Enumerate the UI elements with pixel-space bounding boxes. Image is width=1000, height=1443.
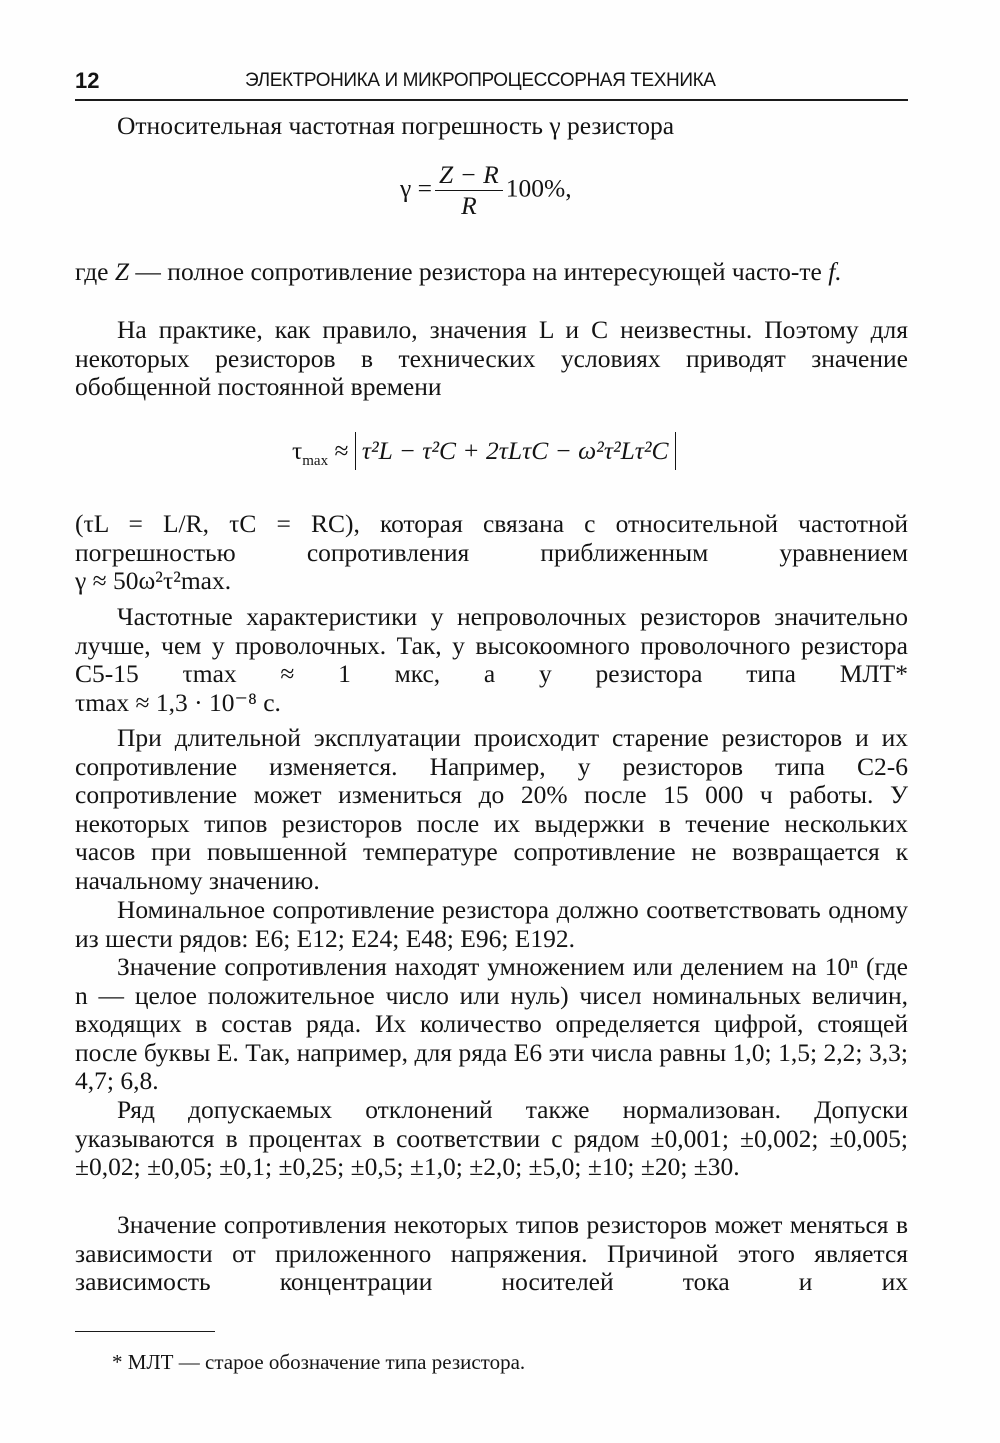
- paragraph-10: Значение сопротивления некоторых типов резисторов может меняться в зависимости от приложенного напряжения. Причиной этого является зависимость концентрации носителей тока и их: [75, 1210, 908, 1296]
- formula-gamma-denominator: R: [461, 191, 477, 220]
- paragraph-2: [75, 258, 908, 287]
- page-number: 12: [75, 68, 100, 93]
- paragraph-3: На практике, как правило, значения L и C неизвестны. Поэтому для некоторых резисторов в технических условиях приводят значение обобщенной постоянной времени: [75, 315, 908, 401]
- formula-tau-approx: ≈: [328, 436, 355, 465]
- paragraph-8: Значение сопротивления находят умножением или делением на 10ⁿ (где n — целое положительное число или нуль) чисел номинальных величин, входящих в состав ряда. Их количество определяется цифрой, стоящей после буквы Е. Так, например, для ряда Е6 эти числа равны 1,0; 1,5; 2,2; 3,3; 4,7; 6,8.: [75, 952, 908, 1095]
- paragraph-9: Ряд допускаемых отклонений также нормализован. Допуски указываются в процентах в соответствии с рядом ±0,001; ±0,002; ±0,005; ±0,02; ±0,05; ±0,1; ±0,25; ±0,5; ±1,0; ±2,0; ±5,0; ±10; ±20; ±30.: [75, 1095, 908, 1181]
- formula-gamma-lhs: γ =: [400, 173, 433, 203]
- formula-gamma-suffix: 100%,: [505, 173, 572, 203]
- page-header: [75, 65, 908, 101]
- paragraph-5-tail: τmax ≈ 1,3 · 10⁻⁸ с.: [75, 688, 281, 717]
- formula-gamma: [400, 160, 572, 221]
- var-f: f.: [828, 257, 842, 286]
- formula-tau-abs: [355, 432, 676, 470]
- paragraph-4-tail: γ ≈ 50ω²τ²max.: [75, 566, 232, 595]
- paragraph-4: (τL = L/R, τC = RC), которая связана с относительной частотной погрешностью сопротивления приближенным уравнением: [75, 509, 908, 567]
- formula-tau-max: [292, 432, 676, 470]
- formula-gamma-numerator: Z − R: [435, 160, 503, 191]
- paragraph-7: Номинальное сопротивление резистора должно соответствовать одному из шести рядов: Е6; Е12; Е24; Е48; Е96; Е192.: [75, 895, 908, 953]
- formula-gamma-fraction: [435, 160, 503, 221]
- footnote: [112, 1350, 525, 1375]
- footnote-divider: [75, 1331, 215, 1332]
- formula-tau-expr: τ²L − τ²C + 2τLτC − ω²τ²Lτ²C: [361, 436, 669, 465]
- paragraph-6: При длительной эксплуатации происходит старение резисторов и их сопротивление изменяется. Например, у резисторов типа С2-6 сопротивление может измениться до 20% после 15 000 ч работы. У некоторых типов резисторов после их выдержки в течение нескольких часов при повышенной температуре сопротивление не возвращается к начальному значению.: [75, 723, 908, 895]
- paragraph-2-body: — полное сопротивление резистора на интересующей часто-те: [129, 257, 829, 286]
- formula-tau-lhs-sub: max: [302, 453, 329, 470]
- running-title: ЭЛЕКТРОНИКА И МИКРОПРОЦЕССОРНАЯ ТЕХНИКА: [245, 70, 716, 91]
- formula-tau-lhs: τ: [292, 436, 303, 465]
- paragraph-2-start: где: [75, 257, 115, 286]
- paragraph-5: Частотные характеристики у непроволочных резисторов значительно лучше, чем у проволочных. Так, у высокоомного проволочного резистора С5-15 τmax ≈ 1 мкс, а у резистора типа МЛТ*: [75, 602, 908, 688]
- footnote-marker: *: [112, 1350, 123, 1374]
- footnote-text: МЛТ — старое обозначение типа резистора.: [127, 1350, 526, 1374]
- paragraph-1: Относительная частотная погрешность γ резистора: [117, 111, 675, 140]
- var-z: Z: [114, 257, 130, 286]
